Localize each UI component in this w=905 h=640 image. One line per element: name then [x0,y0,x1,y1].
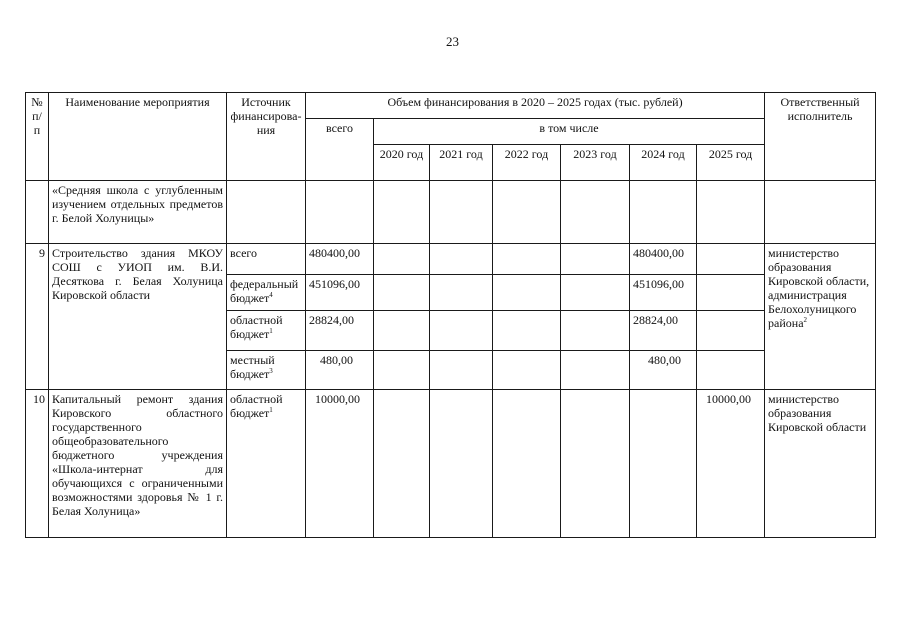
row9-source-regional: областной бюджет$^1$ [227,311,306,351]
header-including: в том числе [374,119,765,145]
row10-2025: 10000,00 [697,390,765,538]
header-funding-volume: Объем финансирования в 2020 – 2025 годах (тыс. рублей) [306,93,765,119]
header-name: Наименование мероприятия [49,93,227,181]
row10-responsible: министерство образования Кировской области [765,390,876,538]
row9-source-federal: федеральный бюджет$^4$ [227,275,306,311]
row10-num: 10 [26,390,49,538]
table-row [26,181,876,244]
row9-name: Строительство здания МКОУ СОШ с УИОП им. В.И. Десяткова г. Белая Холуница Кировской области [49,244,227,390]
header-responsible: Ответственный исполнитель [765,93,876,181]
row9-total-all: 480400,00 [306,244,374,275]
header-total: всего [306,119,374,181]
continuation-name: «Средняя школа с углубленным изучением отдельных предметов г. Белой Холуницы» [49,181,227,244]
header-year-2020: 2020 год [374,145,430,181]
row9-source-local: местный бюджет$^3$ [227,351,306,390]
row9-2024-all: 480400,00 [630,244,697,275]
row10-name: Капитальный ремонт здания Кировского областного государственного общеобразовательного бюджетного учреждения «Школа-интернат для обучающихся с ограниченными возможностями здоровья № 1 г. Белая Холуница» [49,390,227,538]
header-year-2023: 2023 год [561,145,630,181]
header-source: Источник финансирова-ния [227,93,306,181]
row9-total-regional: 28824,00 [306,311,374,351]
row9-source-total: всего [227,244,306,275]
header-year-2022: 2022 год [493,145,561,181]
row9-total-local: 480,00 [306,351,374,390]
row9-2024-local: 480,00 [630,351,697,390]
row9-responsible: министерство образования Кировской области, администрация Белохолуницкого района$^2$ [765,244,876,390]
table-row [26,244,876,275]
table-row [26,390,876,538]
financing-table [25,92,876,538]
header-year-2025: 2025 год [697,145,765,181]
row9-total-federal: 451096,00 [306,275,374,311]
row10-source: областной бюджет$^1$ [227,390,306,538]
header-year-2021: 2021 год [430,145,493,181]
row9-2024-federal: 451096,00 [630,275,697,311]
page-number: 23 [446,34,459,49]
row10-total: 10000,00 [306,390,374,538]
header-year-2024: 2024 год [630,145,697,181]
row9-num: 9 [26,244,49,390]
header-num: № п/п [26,93,49,181]
row9-2024-regional: 28824,00 [630,311,697,351]
